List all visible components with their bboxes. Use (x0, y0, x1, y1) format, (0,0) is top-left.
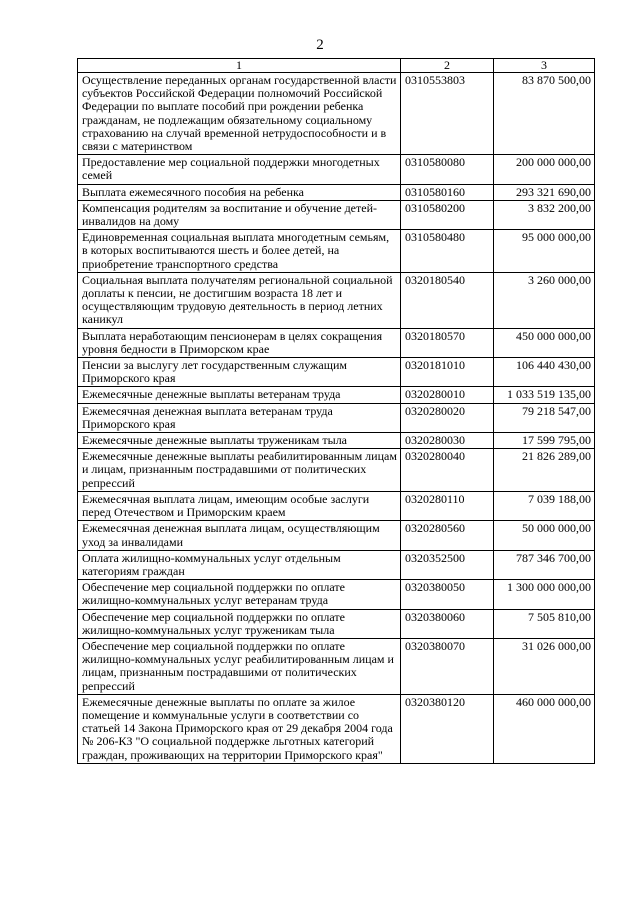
row-code-cell: 0320380070 (401, 638, 494, 694)
row-name-cell: Оплата жилищно-коммунальных услуг отдельным категориям граждан (78, 550, 401, 579)
row-amount-cell: 1 300 000 000,00 (494, 580, 595, 609)
row-amount-cell: 17 599 795,00 (494, 433, 595, 449)
row-code-cell: 0320280110 (401, 491, 494, 520)
row-code-cell: 0320280030 (401, 433, 494, 449)
table-row (78, 433, 595, 449)
table-row (78, 403, 595, 432)
row-name-cell: Компенсация родителям за воспитание и обучение детей-инвалидов на дому (78, 200, 401, 229)
row-code-cell: 0310580200 (401, 200, 494, 229)
table-row (78, 491, 595, 520)
table-header (78, 59, 595, 73)
row-code-cell: 0310553803 (401, 73, 494, 155)
row-name-cell: Ежемесячные денежные выплаты труженикам тыла (78, 433, 401, 449)
table-body (78, 73, 595, 764)
row-code-cell: 0320380050 (401, 580, 494, 609)
row-amount-cell: 31 026 000,00 (494, 638, 595, 694)
row-amount-cell: 3 832 200,00 (494, 200, 595, 229)
row-amount-cell: 200 000 000,00 (494, 155, 595, 184)
table-row (78, 550, 595, 579)
row-code-cell: 0320352500 (401, 550, 494, 579)
table-row (78, 609, 595, 638)
row-code-cell: 0310580160 (401, 184, 494, 200)
row-name-cell: Ежемесячная выплата лицам, имеющим особые заслуги перед Отечеством и Приморским краем (78, 491, 401, 520)
table-row (78, 358, 595, 387)
table-row (78, 694, 595, 763)
row-name-cell: Ежемесячная денежная выплата лицам, осуществляющим уход за инвалидами (78, 521, 401, 550)
row-name-cell: Ежемесячные денежные выплаты по оплате за жилое помещение и коммунальные услуги в соответствии со статьей 14 Закона Приморского края от 29 декабря 2004 года № 206-КЗ "О социальной поддержке льготных категорий граждан, проживающих на территории Приморского края" (78, 694, 401, 763)
row-code-cell: 0320180570 (401, 328, 494, 357)
row-name-cell: Пенсии за выслугу лет государственным служащим Приморского края (78, 358, 401, 387)
page-number: 2 (316, 37, 324, 53)
table-row (78, 272, 595, 328)
row-name-cell: Социальная выплата получателям региональной социальной доплаты к пенсии, не достигшим возраста 18 лет и осуществляющим трудовую деятельность в период летних каникул (78, 272, 401, 328)
table-row (78, 449, 595, 492)
row-code-cell: 0320280040 (401, 449, 494, 492)
row-amount-cell: 79 218 547,00 (494, 403, 595, 432)
row-amount-cell: 787 346 700,00 (494, 550, 595, 579)
row-amount-cell: 95 000 000,00 (494, 230, 595, 273)
table-row (78, 580, 595, 609)
row-code-cell: 0310580080 (401, 155, 494, 184)
row-amount-cell: 7 505 810,00 (494, 609, 595, 638)
row-code-cell: 0320380120 (401, 694, 494, 763)
row-name-cell: Единовременная социальная выплата многодетным семьям, в которых воспитываются шесть и более детей, на приобретение транспортного средства (78, 230, 401, 273)
column-header-name: 1 (78, 59, 401, 73)
row-amount-cell: 293 321 690,00 (494, 184, 595, 200)
row-name-cell: Ежемесячные денежные выплаты реабилитированным лицам и лицам, признанным пострадавшими от политических репрессий (78, 449, 401, 492)
row-code-cell: 0320180540 (401, 272, 494, 328)
column-header-amount: 3 (494, 59, 595, 73)
row-name-cell: Ежемесячная денежная выплата ветеранам труда Приморского края (78, 403, 401, 432)
row-code-cell: 0310580480 (401, 230, 494, 273)
row-amount-cell: 7 039 188,00 (494, 491, 595, 520)
row-amount-cell: 3 260 000,00 (494, 272, 595, 328)
budget-table (77, 58, 595, 764)
row-name-cell: Осуществление переданных органам государственной власти субъектов Российской Федерации полномочий Российской Федерации по выплате пособий при рождении ребенка гражданам, не подлежащим обязательному социальному страхованию на случай временной нетрудоспособности и в связи с материнством (78, 73, 401, 155)
column-header-code: 2 (401, 59, 494, 73)
row-name-cell: Выплата ежемесячного пособия на ребенка (78, 184, 401, 200)
table-row (78, 200, 595, 229)
table-row (78, 387, 595, 403)
row-name-cell: Обеспечение мер социальной поддержки по оплате жилищно-коммунальных услуг ветеранам труда (78, 580, 401, 609)
row-name-cell: Ежемесячные денежные выплаты ветеранам труда (78, 387, 401, 403)
table-row (78, 155, 595, 184)
row-amount-cell: 21 826 289,00 (494, 449, 595, 492)
table-row (78, 521, 595, 550)
row-code-cell: 0320380060 (401, 609, 494, 638)
row-code-cell: 0320280010 (401, 387, 494, 403)
table-row (78, 328, 595, 357)
table-row (78, 184, 595, 200)
row-name-cell: Предоставление мер социальной поддержки многодетных семей (78, 155, 401, 184)
row-amount-cell: 460 000 000,00 (494, 694, 595, 763)
row-amount-cell: 50 000 000,00 (494, 521, 595, 550)
row-name-cell: Выплата неработающим пенсионерам в целях сокращения уровня бедности в Приморском крае (78, 328, 401, 357)
row-code-cell: 0320181010 (401, 358, 494, 387)
row-amount-cell: 1 033 519 135,00 (494, 387, 595, 403)
row-name-cell: Обеспечение мер социальной поддержки по оплате жилищно-коммунальных услуг реабилитированным лицам и лицам, признанным пострадавшими от политических репрессий (78, 638, 401, 694)
row-code-cell: 0320280560 (401, 521, 494, 550)
row-amount-cell: 450 000 000,00 (494, 328, 595, 357)
table-row (78, 230, 595, 273)
row-code-cell: 0320280020 (401, 403, 494, 432)
header-row (78, 59, 595, 73)
row-name-cell: Обеспечение мер социальной поддержки по оплате жилищно-коммунальных услуг труженикам тыла (78, 609, 401, 638)
row-amount-cell: 106 440 430,00 (494, 358, 595, 387)
table-row (78, 638, 595, 694)
row-amount-cell: 83 870 500,00 (494, 73, 595, 155)
table-row (78, 73, 595, 155)
